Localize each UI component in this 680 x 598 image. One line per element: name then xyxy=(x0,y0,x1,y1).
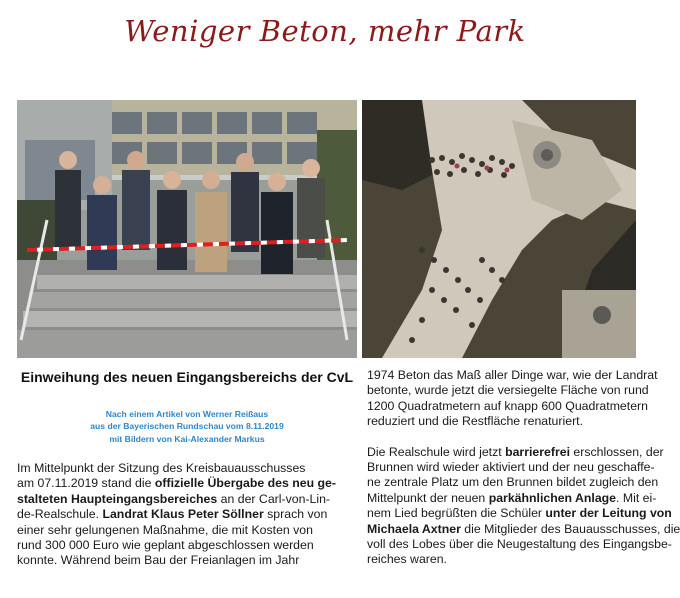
text-line: 1200 Quadratmetern auf knapp 600 Quadratmetern xyxy=(367,398,648,413)
text-line: de-Realschule. Landrat Klaus Peter Söllner sprach von xyxy=(17,507,328,522)
text-line: konnte. Während beim Bau der Freianlagen im Jahr xyxy=(17,553,300,568)
text-line: ne zentrale Platz um den Brunnen bildet zugleich den xyxy=(367,475,659,490)
text-line: stalteten Haupteingangsbereiches an der Carl-von-Lin- xyxy=(17,491,331,506)
text-line: Im Mittelpunkt der Sitzung des Kreisbauausschusses xyxy=(17,461,306,475)
paragraph-1 xyxy=(367,368,658,430)
text-line: betonte, wurde jetzt die versiegelte Fläche von rund xyxy=(367,383,649,398)
text-line: reiches waren. xyxy=(367,552,447,567)
text-line: Die Realschule wird jetzt barrierefrei erschlossen, der xyxy=(367,444,664,459)
article-column-right xyxy=(367,368,680,568)
credit-line: Nach einem Artikel von Werner Reißaus xyxy=(105,409,269,419)
photo-credit xyxy=(17,408,357,445)
aerial-courtyard-photo xyxy=(362,100,636,358)
text-line: einer sehr gelungenen Maßnahme, die mit Kosten von xyxy=(17,522,313,537)
credit-line: mit Bildern von Kai-Alexander Markus xyxy=(109,433,265,444)
paragraph-2 xyxy=(367,444,680,568)
text-line: Mittelpunkt der neuen parkähnlichen Anlage. Mit ei- xyxy=(367,490,657,505)
text-line: Michaela Axtner die Mitglieder des Bauausschusses, die xyxy=(367,521,680,536)
text-line: Brunnen wird wieder aktiviert und der neu geschaffe- xyxy=(367,460,655,475)
text-line: rund 300 000 Euro wie geplant abgeschlossen werden xyxy=(17,538,314,553)
credit-line: aus der Bayerischen Rundschau vom 8.11.2019 xyxy=(90,421,284,432)
text-line: nem Lied begrüßten die Schüler unter der Leitung von xyxy=(367,506,672,521)
article-title: Weniger Beton, mehr Park xyxy=(124,14,526,48)
ribbon-cutting-photo xyxy=(17,100,357,358)
text-line: 1974 Beton das Maß aller Dinge war, wie der Landrat xyxy=(367,368,658,382)
article-heading: Einweihung des neuen Eingangsbereichs der CvL xyxy=(20,369,354,385)
article-column-left xyxy=(17,461,359,569)
text-line: am 07.11.2019 stand die offizielle Übergabe des neu ge- xyxy=(17,476,336,491)
text-line: reduziert und die Restfläche renaturiert. xyxy=(367,414,583,429)
text-line: voll des Lobes über die Neugestaltung des Eingangsbe- xyxy=(367,537,672,552)
